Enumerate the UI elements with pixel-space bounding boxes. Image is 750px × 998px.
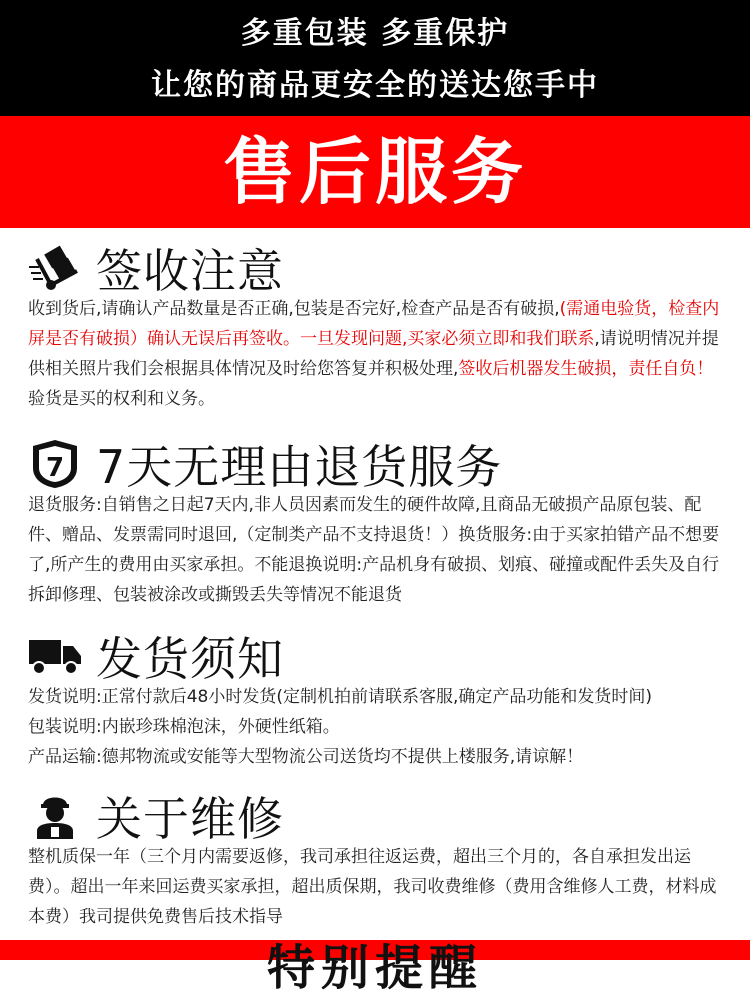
special-notice-banner	[0, 940, 750, 996]
shipping-line3: 产品运输:德邦物流或安能等大型物流公司送货均不提供上楼服务,请谅解！	[28, 747, 584, 767]
sign-text-warning1: (需通电验货，检查内屏是否有破损）确认无误后再签收。一旦发现问题,买家必须立即和我们联系	[28, 299, 720, 349]
shipping-line1: 发货说明:正常付款后48小时发货(定制机拍前请联系客服,确定产品功能和发货时间)	[28, 687, 653, 707]
returns-title: 7天无理由退货服务	[96, 440, 503, 494]
sign-text-part1: 收到货后,请确认产品数量是否正确,包装是否完好,检查产品是否有破损,	[28, 299, 560, 319]
sign-header	[28, 238, 284, 298]
shipping-text	[28, 682, 728, 772]
special-notice-title: 特别提醒	[266, 940, 483, 996]
header-line1: 多重包装 多重保护	[240, 16, 510, 51]
sign-text	[28, 294, 728, 414]
hand-truck-icon	[28, 241, 82, 295]
repair-text: 整机质保一年（三个月内需要返修，我司承担往返运费，超出三个月的，各自承担发出运费）。超出一年来回运费买家承担，超出质保期，我司收费维修（费用含维修人工费，材料成本费）我司提供免费售后技术指导	[28, 847, 717, 927]
shipping-title: 发货须知	[96, 632, 284, 686]
shipping-header	[28, 626, 284, 686]
sign-text-part2: ,请说明情况并提供相关照片我们会根据具体情况及时给您答复并积极处理,	[28, 329, 719, 379]
truck-icon	[28, 629, 82, 683]
after-sales-banner	[0, 116, 750, 228]
after-sales-title: 售后服务	[222, 130, 527, 214]
sign-title: 签收注意	[96, 244, 284, 298]
returns-text: 退货服务:自销售之日起7天内,非人员因素而发生的硬件故障,且商品无破损产品原包装、配件、赠品、发票需同时退回,（定制类产品不支持退货！）换货服务:由于买家拍错产品不想要了,所产生的费用由买家承担。不能退换说明:产品机身有破损、划痕、碰撞或配件丢失及自行拆卸修理、包装被涂改或撕毁丢失等情况不能退货	[28, 495, 720, 605]
top-banner	[0, 0, 750, 116]
sign-text-part3: 验货是买的权利和义务。	[28, 389, 215, 409]
header-line2: 让您的商品更安全的送达您手中	[151, 68, 599, 103]
repair-header	[28, 786, 284, 846]
shield-seven-icon	[28, 437, 82, 491]
shipping-line2: 包装说明:内嵌珍珠棉泡沫，外硬性纸箱。	[28, 717, 340, 737]
returns-header	[28, 434, 502, 494]
sign-text-warning2: 签收后机器发生破损，责任自负！	[458, 359, 714, 379]
shield-seven-text: 7	[45, 453, 65, 483]
technician-icon	[28, 789, 82, 843]
repair-title: 关于维修	[96, 792, 284, 846]
